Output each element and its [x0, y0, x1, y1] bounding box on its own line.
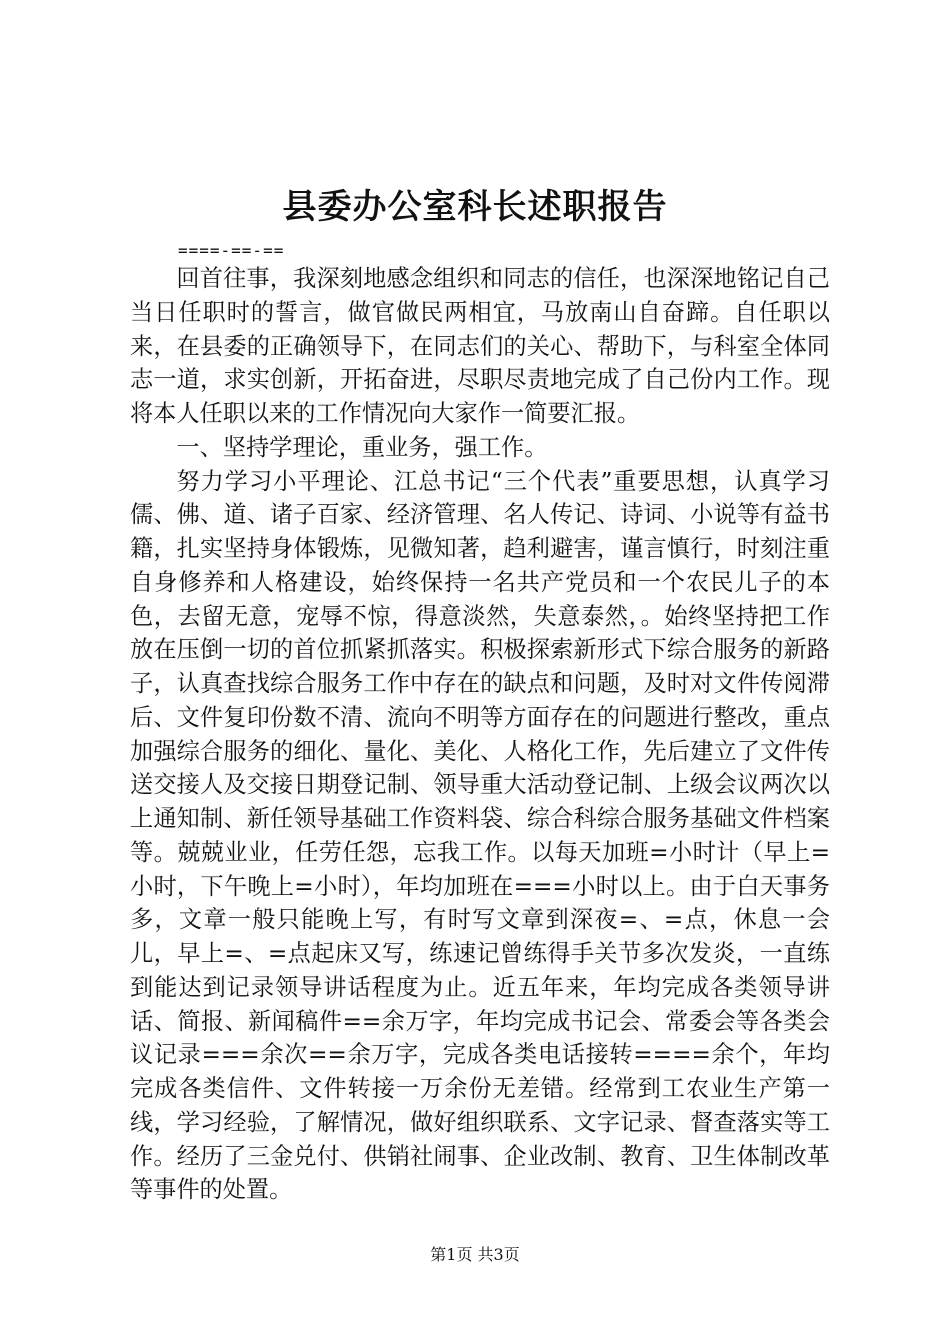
paragraph-section-1: 努力学习小平理论、江总书记“三个代表”重要思想，认真学习儒、佛、道、诸子百家、经济管理、名人传记、诗词、小说等有益书籍，扎实坚持身体锻炼，见微知著，趋利避害，谨言慎行，时刻注重自身修养和人格建设，始终保持一名共产党员和一个农民儿子的本色，去留无意，宠辱不惊，得意淡然，失意泰然，。始终坚持把工作放在压倒一切的首位抓紧抓落实。积极探索新形式下综合服务的新路子，认真查找综合服务工作中存在的缺点和问题，及时对文件传阅滞后、文件复印份数不清、流向不明等方面存在的问题进行整改，重点加强综合服务的细化、量化、美化、人格化工作，先后建立了文件传送交接人及交接日期登记制、领导重大活动登记制、上级会议两次以上通知制、新任领导基础工作资料袋、综合科综合服务基础文件档案等。兢兢业业，任劳任怨，忘我工作。以每天加班=小时计（早上=小时，下午晚上=小时），年均加班在===小时以上。由于白天事务多，文章一般只能晚上写，有时写文章到深夜=、=点，休息一会儿，早上=、=点起床又写，练速记曾练得手关节多次发炎，一直练到能达到记录领导讲话程度为止。近五年来，年均完成各类领导讲话、简报、新闻稿件==余万字，年均完成书记会、常委会等各类会议记录===余次==余万字，完成各类电话接转====余个，年均完成各类信件、文件转接一万余份无差错。经常到工农业生产第一线，学习经验，了解情况，做好组织联系、文字记录、督查落实等工作。经历了三金兑付、供销社闹事、企业改制、教育、卫生体制改革等事件的处置。: [130, 467, 830, 1204]
section-heading: 一、坚持学理论，重业务，强工作。: [176, 433, 548, 461]
document-title: 县委办公室科长述职报告: [282, 187, 668, 227]
paragraph-intro: 回首往事，我深刻地感念组织和同志的信任，也深深地铭记自己当日任职时的誓言，做官做民两相宜，马放南山自奋蹄。自任职以来，在县委的正确领导下，在同志们的关心、帮助下，与科室全体同志一道，求实创新，开拓奋进，尽职尽责地完成了自己份内工作。现将本人任职以来的工作情况向大家作一简要汇报。: [130, 265, 830, 427]
date-line: ====-==-==: [178, 241, 285, 260]
page-footer: 第1页 共3页: [430, 1245, 520, 1264]
document-body: [130, 240, 830, 1207]
